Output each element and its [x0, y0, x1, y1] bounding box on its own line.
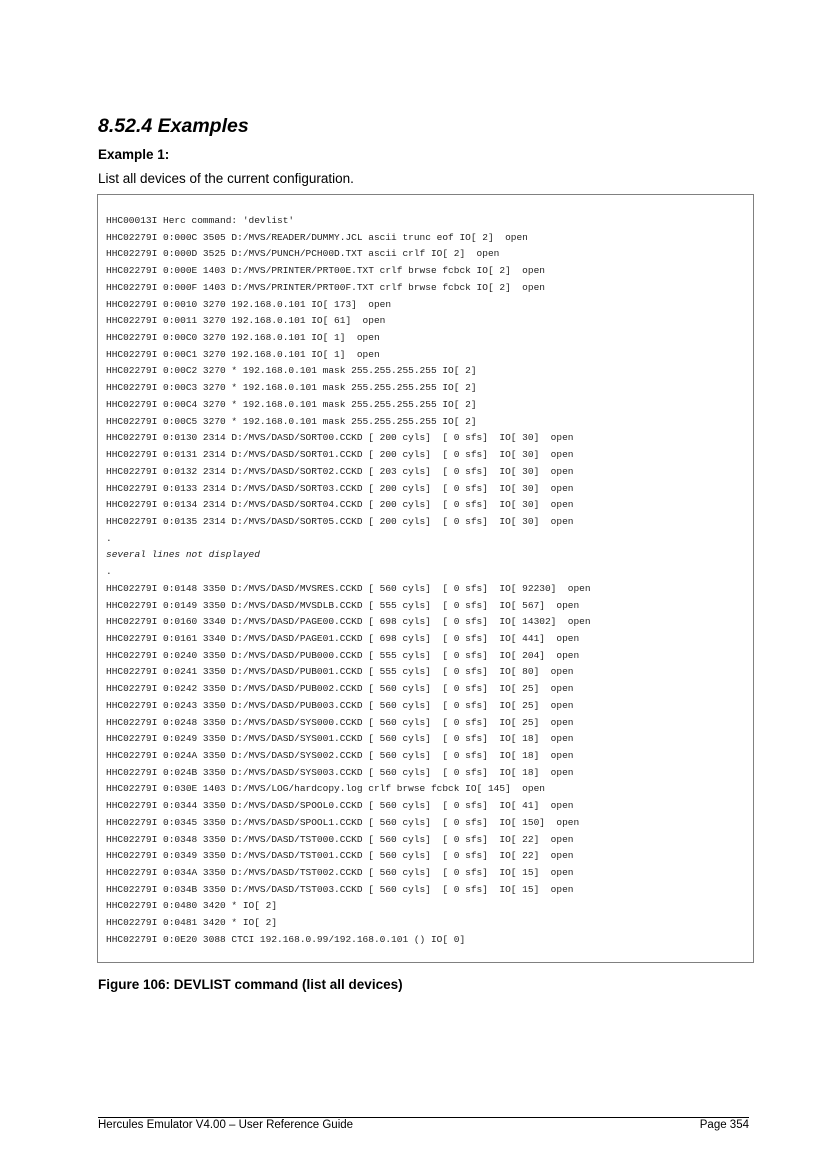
- code-line: HHC02279I 0:0344 3350 D:/MVS/DASD/SPOOL0.CCKD [ 560 cyls] [ 0 sfs] IO[ 41] open: [106, 800, 574, 812]
- code-line: HHC02279I 0:0348 3350 D:/MVS/DASD/TST000.CCKD [ 560 cyls] [ 0 sfs] IO[ 22] open: [106, 833, 574, 845]
- code-line: HHC02279I 0:0160 3340 D:/MVS/DASD/PAGE00.CCKD [ 698 cyls] [ 0 sfs] IO[ 14302] open: [106, 616, 591, 628]
- code-line: HHC02279I 0:00C0 3270 192.168.0.101 IO[ 1] open: [106, 332, 380, 344]
- code-line: HHC02279I 0:0011 3270 192.168.0.101 IO[ 61] open: [106, 315, 386, 327]
- code-line: HHC02279I 0:000C 3505 D:/MVS/READER/DUMMY.JCL ascii trunc eof IO[ 2] open: [106, 231, 528, 243]
- code-line: HHC02279I 0:000E 1403 D:/MVS/PRINTER/PRT00E.TXT crlf brwse fcbck IO[ 2] open: [106, 265, 545, 277]
- code-line: .: [106, 532, 112, 544]
- code-line: HHC02279I 0:0480 3420 * IO[ 2]: [106, 900, 278, 912]
- code-line: HHC02279I 0:0240 3350 D:/MVS/DASD/PUB000.CCKD [ 555 cyls] [ 0 sfs] IO[ 204] open: [106, 649, 580, 661]
- code-line: several lines not displayed: [106, 549, 260, 561]
- code-line: HHC02279I 0:00C1 3270 192.168.0.101 IO[ 1] open: [106, 348, 380, 360]
- code-line: HHC02279I 0:0148 3350 D:/MVS/DASD/MVSRES.CCKD [ 560 cyls] [ 0 sfs] IO[ 92230] open: [106, 582, 591, 594]
- code-line: HHC02279I 0:0242 3350 D:/MVS/DASD/PUB002.CCKD [ 560 cyls] [ 0 sfs] IO[ 25] open: [106, 683, 574, 695]
- code-line: HHC00013I Herc command: 'devlist': [106, 215, 295, 226]
- code-line: HHC02279I 0:034A 3350 D:/MVS/DASD/TST002.CCKD [ 560 cyls] [ 0 sfs] IO[ 15] open: [106, 867, 574, 879]
- code-line: HHC02279I 0:030E 1403 D:/MVS/LOG/hardcopy.log crlf brwse fcbck IO[ 145] open: [106, 783, 545, 795]
- intro-text: List all devices of the current configuration.: [98, 171, 354, 186]
- figure-caption: Figure 106: DEVLIST command (list all devices): [98, 977, 403, 992]
- code-line: HHC02279I 0:0241 3350 D:/MVS/DASD/PUB001.CCKD [ 555 cyls] [ 0 sfs] IO[ 80] open: [106, 666, 574, 678]
- footer-title: Hercules Emulator V4.00 – User Reference Guide: [98, 1119, 354, 1131]
- code-line: HHC02279I 0:00C4 3270 * 192.168.0.101 mask 255.255.255.255 IO[ 2]: [106, 398, 477, 410]
- footer-divider: [98, 1117, 749, 1118]
- code-line: HHC02279I 0:0481 3420 * IO[ 2]: [106, 917, 278, 929]
- code-line: HHC02279I 0:0149 3350 D:/MVS/DASD/MVSDLB.CCKD [ 555 cyls] [ 0 sfs] IO[ 567] open: [106, 599, 580, 611]
- code-line: HHC02279I 0:00C5 3270 * 192.168.0.101 mask 255.255.255.255 IO[ 2]: [106, 415, 477, 427]
- code-line: HHC02279I 0:00C2 3270 * 192.168.0.101 mask 255.255.255.255 IO[ 2]: [106, 365, 477, 377]
- code-line: HHC02279I 0:034B 3350 D:/MVS/DASD/TST003.CCKD [ 560 cyls] [ 0 sfs] IO[ 15] open: [106, 883, 574, 895]
- code-line: HHC02279I 0:0E20 3088 CTCI 192.168.0.99/192.168.0.101 () IO[ 0]: [106, 933, 466, 945]
- code-line: HHC02279I 0:0133 2314 D:/MVS/DASD/SORT03.CCKD [ 200 cyls] [ 0 sfs] IO[ 30] open: [106, 482, 574, 494]
- code-line: HHC02279I 0:024A 3350 D:/MVS/DASD/SYS002.CCKD [ 560 cyls] [ 0 sfs] IO[ 18] open: [106, 750, 574, 761]
- code-line: HHC02279I 0:0131 2314 D:/MVS/DASD/SORT01.CCKD [ 200 cyls] [ 0 sfs] IO[ 30] open: [106, 449, 574, 461]
- code-listing: [97, 194, 754, 963]
- code-line: HHC02279I 0:000F 1403 D:/MVS/PRINTER/PRT00F.TXT crlf brwse fcbck IO[ 2] open: [106, 281, 545, 293]
- code-line: .: [106, 566, 112, 578]
- code-line: HHC02279I 0:024B 3350 D:/MVS/DASD/SYS003.CCKD [ 560 cyls] [ 0 sfs] IO[ 18] open: [106, 766, 574, 778]
- code-line: HHC02279I 0:000D 3525 D:/MVS/PUNCH/PCH00D.TXT ascii crlf IO[ 2] open: [106, 248, 500, 260]
- section-heading: 8.52.4 Examples: [98, 115, 249, 137]
- code-line: HHC02279I 0:0132 2314 D:/MVS/DASD/SORT02.CCKD [ 203 cyls] [ 0 sfs] IO[ 30] open: [106, 465, 574, 477]
- page-number: Page 354: [699, 1119, 749, 1131]
- code-line: HHC02279I 0:0249 3350 D:/MVS/DASD/SYS001.CCKD [ 560 cyls] [ 0 sfs] IO[ 18] open: [106, 733, 574, 745]
- code-line: HHC02279I 0:0134 2314 D:/MVS/DASD/SORT04.CCKD [ 200 cyls] [ 0 sfs] IO[ 30] open: [106, 499, 574, 511]
- code-line: HHC02279I 0:0345 3350 D:/MVS/DASD/SPOOL1.CCKD [ 560 cyls] [ 0 sfs] IO[ 150] open: [106, 816, 580, 828]
- code-line: HHC02279I 0:0135 2314 D:/MVS/DASD/SORT05.CCKD [ 200 cyls] [ 0 sfs] IO[ 30] open: [106, 515, 574, 527]
- code-line: HHC02279I 0:0010 3270 192.168.0.101 IO[ 173] open: [106, 298, 392, 310]
- code-line: HHC02279I 0:0349 3350 D:/MVS/DASD/TST001.CCKD [ 560 cyls] [ 0 sfs] IO[ 22] open: [106, 850, 574, 862]
- code-line: HHC02279I 0:0248 3350 D:/MVS/DASD/SYS000.CCKD [ 560 cyls] [ 0 sfs] IO[ 25] open: [106, 716, 574, 728]
- example-title: Example 1:: [98, 147, 170, 162]
- code-line: HHC02279I 0:0130 2314 D:/MVS/DASD/SORT00.CCKD [ 200 cyls] [ 0 sfs] IO[ 30] open: [106, 432, 574, 444]
- code-line: HHC02279I 0:0161 3340 D:/MVS/DASD/PAGE01.CCKD [ 698 cyls] [ 0 sfs] IO[ 441] open: [106, 632, 580, 644]
- code-line: HHC02279I 0:0243 3350 D:/MVS/DASD/PUB003.CCKD [ 560 cyls] [ 0 sfs] IO[ 25] open: [106, 699, 574, 711]
- code-line: HHC02279I 0:00C3 3270 * 192.168.0.101 mask 255.255.255.255 IO[ 2]: [106, 382, 477, 394]
